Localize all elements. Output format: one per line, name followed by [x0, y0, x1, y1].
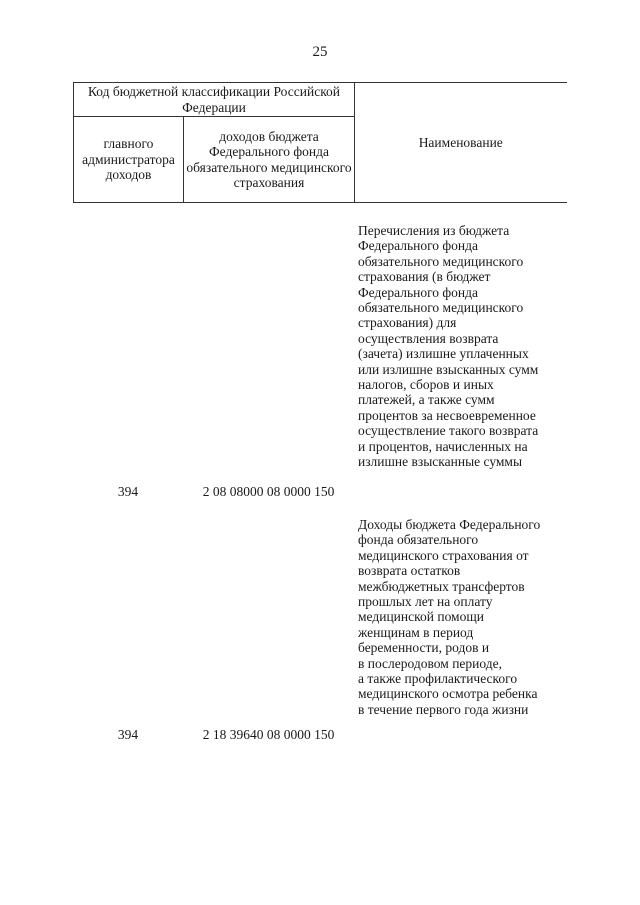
row-admin-code: 394: [117, 726, 139, 742]
page-number: 25: [312, 44, 328, 60]
header-name-column: Наименование: [355, 83, 567, 203]
row-admin-code: 394: [117, 483, 139, 499]
table-row: [0, 517, 640, 742]
table-header: [73, 82, 567, 203]
header-income-column: доходов бюджета Федерального фонда обязательного медицинского страхования: [184, 117, 355, 203]
row-name: Перечисления из бюджета Федерального фонда обязательного медицинского страхования (в бюджет Федерального фонда обязательного медицинского страхования) для осуществления возврата (зачета) излишне уплаченных или излишне взысканных сумм налогов, сборов и иных платежей, а также сумм процентов за несвоевременное осуществление такого возврата и процентов, начисленных на излишне взысканные суммы: [358, 223, 539, 470]
header-admin-column: главного администратора доходов: [74, 117, 184, 203]
row-income-code: 2 18 39640 08 0000 150: [202, 726, 335, 742]
row-name: Доходы бюджета Федерального фонда обязательного медицинского страхования от возврата остатков межбюджетных трансфертов прошлых лет на оплату медицинской помощи женщинам в период беременности, родов и в послеродовом периоде, а также профилактического медицинского осмотра ребенка в течение первого года жизни: [358, 517, 541, 717]
table-row: [0, 223, 640, 499]
row-income-code: 2 08 08000 08 0000 150: [202, 483, 335, 499]
header-group-title: Код бюджетной классификации Российской Федерации: [74, 83, 355, 117]
